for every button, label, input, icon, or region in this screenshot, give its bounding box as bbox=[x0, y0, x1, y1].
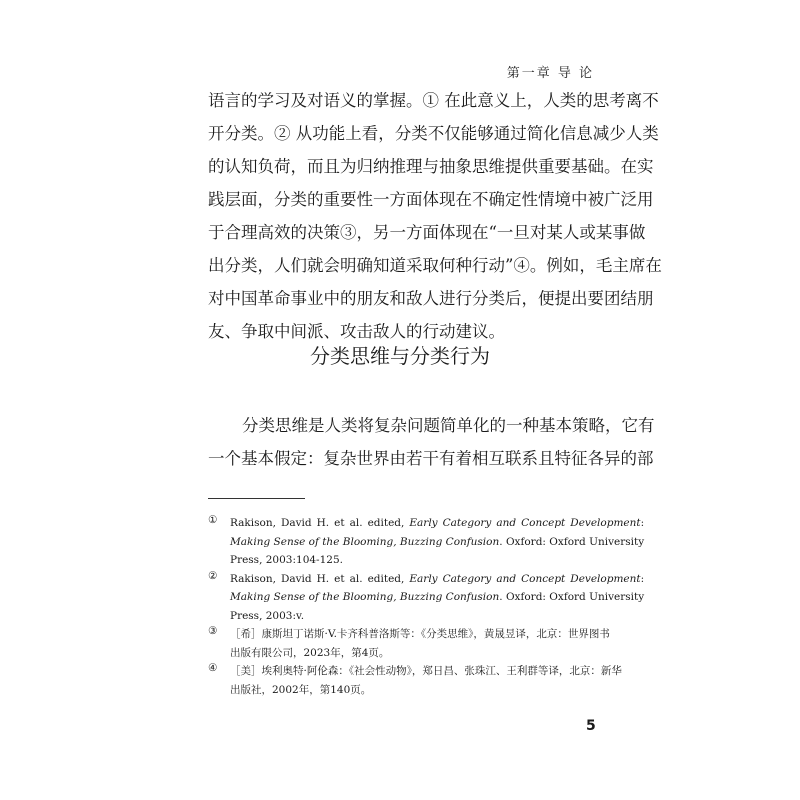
footnote-marker: ① bbox=[208, 514, 218, 526]
section-heading: 分类思维与分类行为 bbox=[310, 344, 490, 368]
paragraph-1 bbox=[208, 84, 662, 348]
text-line: 一个基本假定：复杂世界由若干有着相互联系且特征各异的部 bbox=[208, 449, 654, 468]
footnote-line: 出版社，2002年，第140页。 bbox=[230, 683, 372, 696]
footnote-divider bbox=[208, 498, 305, 499]
text-line: 践层面，分类的重要性一方面体现在不确定性情境中被广泛用 bbox=[208, 190, 654, 209]
page-number: 5 bbox=[586, 718, 596, 734]
text-line: 语言的学习及对语义的掌握。① 在此意义上，人类的思考离不 bbox=[208, 91, 659, 110]
footnote-marker: ③ bbox=[208, 625, 218, 637]
footnote-line: Making Sense of the Blooming, Buzzing Confusion. Oxford: Oxford University bbox=[230, 591, 645, 603]
footnote-1 bbox=[208, 514, 645, 570]
footnote-line: Rakison, David H. et al. edited, Early Category and Concept Development: bbox=[230, 572, 645, 585]
footnote-2 bbox=[208, 569, 645, 626]
text-line: 于合理高效的决策③，另一方面体现在“一旦对某人或某事做 bbox=[208, 223, 646, 242]
footnote-line: ［希］康斯坦丁诺斯·V.卡齐科普洛斯等：《分类思维》，黄晟昱译，北京：世界图书 bbox=[230, 628, 610, 640]
footnote-line: Making Sense of the Blooming, Buzzing Confusion. Oxford: Oxford University bbox=[230, 535, 645, 548]
text-line: 对中国革命事业中的朋友和敌人进行分类后，便提出要团结朋 bbox=[208, 289, 654, 308]
footnote-line: Press, 2003:v. bbox=[230, 609, 305, 622]
footnote-line: Rakison, David H. et al. edited, Early Category and Concept Development: bbox=[230, 517, 645, 529]
running-header: 第一章 导 论 bbox=[506, 66, 594, 81]
footnote-line: ［美］埃利奥特·阿伦森：《社会性动物》，郑日昌、张珠江、王利群等译，北京：新华 bbox=[230, 665, 622, 677]
text-line: 友、争取中间派、攻击敌人的行动建议。 bbox=[208, 322, 505, 341]
footnote-marker: ② bbox=[208, 569, 218, 582]
paragraph-2 bbox=[208, 409, 655, 475]
footnote-3 bbox=[208, 625, 610, 662]
footnotes bbox=[208, 514, 645, 699]
footnote-line: Press, 2003:104-125. bbox=[230, 554, 343, 566]
footnote-line: 出版有限公司，2023年，第4页。 bbox=[230, 646, 390, 659]
footnote-4 bbox=[208, 662, 622, 699]
text-line: 分类思维是人类将复杂问题简单化的一种基本策略，它有 bbox=[242, 416, 655, 435]
text-line: 开分类。② 从功能上看，分类不仅能够通过简化信息减少人类 bbox=[208, 124, 659, 143]
text-line: 出分类，人们就会明确知道采取何种行动”④。例如，毛主席在 bbox=[208, 256, 662, 275]
text-line: 的认知负荷，而且为归纳推理与抽象思维提供重要基础。在实 bbox=[208, 157, 654, 176]
footnote-marker: ④ bbox=[208, 662, 218, 674]
